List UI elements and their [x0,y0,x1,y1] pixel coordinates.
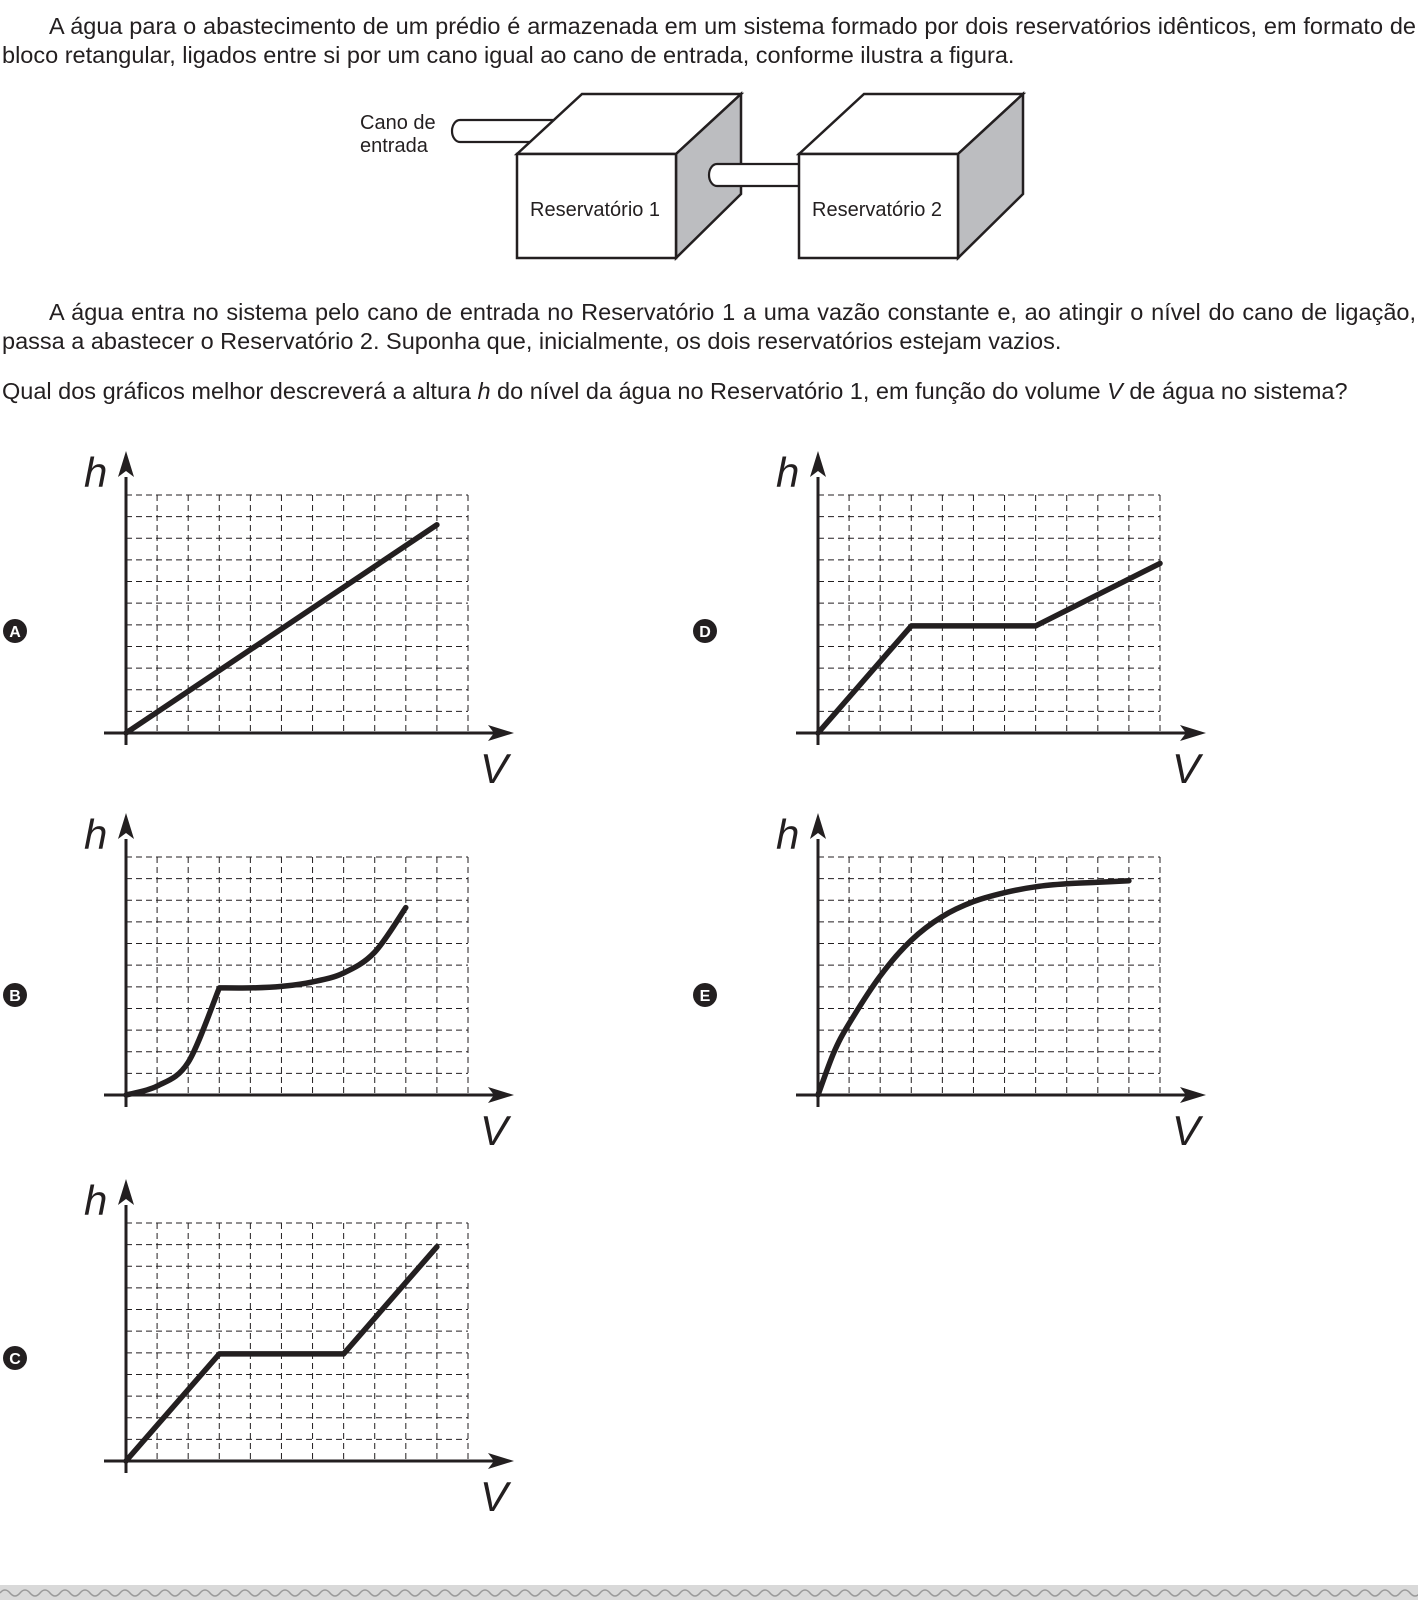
v-variable: V [1107,378,1123,404]
question-paragraph [2,377,1416,406]
option-d-letter: D [699,624,711,641]
y-axis-label: h [84,450,108,496]
y-axis-arrow [118,1179,134,1205]
option-b-badge[interactable] [2,982,28,1008]
x-axis-label: V [1172,1107,1201,1152]
option-c-letter: C [9,1351,21,1368]
intro-paragraph: A água para o abastecimento de um prédio é armazenada em um sistema formado por dois reservatórios idênticos, em formato de bloco retangular, ligados entre si por um cano igual ao cano de entrada, conforme ilustra a figura. [2,13,1416,68]
description-paragraph: A água entra no sistema pelo cano de entrada no Reservatório 1 a uma vazão constante e, ao atingir o nível do cano de ligação, passa a abastecer o Reservatório 2. Suponha que, inicialmente, os dois reservatórios estejam vazios. [2,299,1416,354]
data-line [818,563,1160,733]
tank1-label: Reservatório 1 [530,199,661,221]
chart-option-b [76,812,516,1152]
option-a-letter: A [9,624,21,641]
option-d-badge[interactable] [692,618,718,644]
data-line [126,908,406,1095]
y-axis-arrow [118,813,134,839]
grid [126,857,468,1095]
chart-option-e [768,812,1208,1152]
option-c-badge[interactable] [2,1345,28,1371]
x-axis-label: V [480,1473,509,1518]
x-axis-label: V [480,1107,509,1152]
x-axis-label: V [480,745,509,790]
y-axis-arrow [118,451,134,477]
grid [818,495,1160,733]
grid [126,1223,468,1461]
inlet-label: Cano de [360,112,436,134]
option-e-letter: E [699,988,711,1005]
question-text-3: de água no sistema? [1122,378,1348,404]
option-e-badge[interactable] [692,982,718,1008]
option-a-badge[interactable] [2,618,28,644]
y-axis-label: h [84,1178,108,1224]
question-text-2: do nível da água no Reservatório 1, em função do volume [490,378,1108,404]
y-axis-label: h [776,450,800,496]
chart-option-d [768,450,1208,790]
footer-wave-border [0,1585,1418,1600]
chart-option-a [76,450,516,790]
x-axis-label: V [1172,745,1201,790]
tank2-label: Reservatório 2 [812,199,943,221]
option-b-letter: B [9,988,21,1005]
chart-option-c [76,1178,516,1518]
y-axis-label: h [776,812,800,858]
y-axis-arrow [810,451,826,477]
y-axis-arrow [810,813,826,839]
reservoir-figure [360,88,1060,278]
h-variable: h [477,378,491,404]
question-text-1: Qual dos gráficos melhor descreverá a altura [2,378,478,404]
y-axis-label: h [84,812,108,858]
inlet-label-2: entrada [360,135,428,157]
connecting-pipe [709,164,800,186]
grid [818,857,1160,1095]
